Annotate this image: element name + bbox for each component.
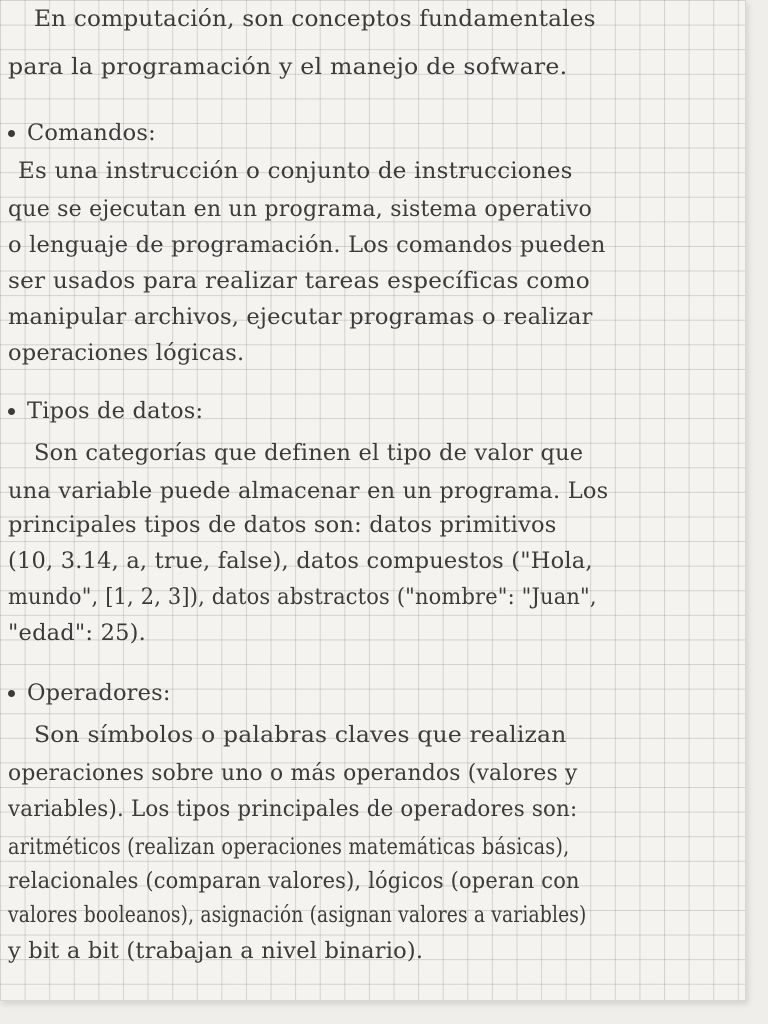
tipos-line-3: principales tipos de datos son: datos primitivos [8,512,557,538]
section-heading-tipos-de-datos [8,398,203,424]
comandos-line-6: operaciones lógicas. [8,340,245,366]
comandos-line-2: que se ejecutan en un programa, sistema operativo [8,196,592,222]
comandos-line-1: Es una instrucción o conjunto de instrucciones [18,158,573,184]
bullet-icon [8,130,15,137]
heading-text: Comandos: [27,120,156,146]
operadores-line-6: valores booleanos), asignación (asignan valores a variables) [8,902,587,928]
comandos-line-4: ser usados para realizar tareas específicas como [8,268,590,294]
tipos-line-1: Son categorías que definen el tipo de valor que [34,440,584,466]
section-heading-comandos [8,120,156,146]
operadores-line-2: operaciones sobre uno o más operandos (valores y [8,760,578,786]
bullet-icon [8,408,15,415]
intro-line-2: para la programación y el manejo de sofware. [8,54,568,80]
operadores-line-3: variables). Los tipos principales de operadores son: [8,796,578,822]
operadores-line-4: aritméticos (realizan operaciones matemáticas básicas), [8,834,570,860]
operadores-line-1: Son símbolos o palabras claves que realizan [34,722,567,748]
intro-line-1: En computación, son conceptos fundamentales [34,6,596,32]
tipos-line-2: una variable puede almacenar en un programa. Los [8,478,609,504]
operadores-line-7: y bit a bit (trabajan a nivel binario). [8,938,424,964]
heading-text: Tipos de datos: [27,398,204,424]
tipos-line-4: (10, 3.14, a, true, false), datos compuestos ("Hola, [8,548,593,574]
tipos-line-5: mundo", [1, 2, 3]), datos abstractos ("nombre": "Juan", [8,584,597,610]
comandos-line-3: o lenguaje de programación. Los comandos pueden [8,232,606,258]
bullet-icon [8,690,15,697]
comandos-line-5: manipular archivos, ejecutar programas o realizar [8,304,593,330]
heading-text: Operadores: [27,680,171,706]
operadores-line-5: relacionales (comparan valores), lógicos (operan con [8,868,580,894]
section-heading-operadores [8,680,171,706]
tipos-line-6: "edad": 25). [8,620,146,646]
